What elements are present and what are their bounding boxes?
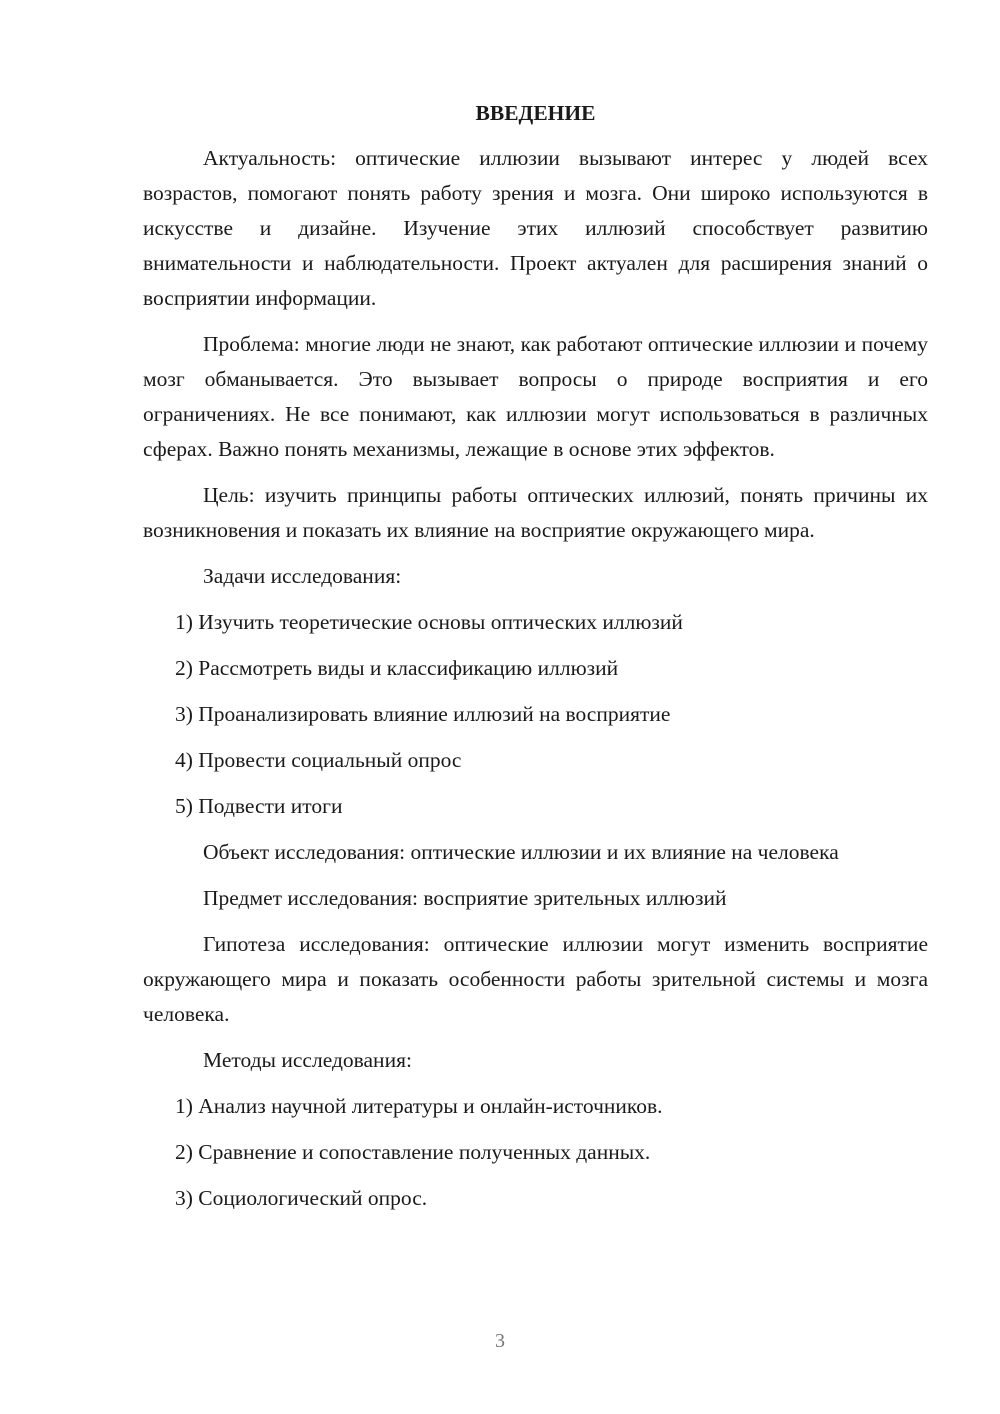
methods-heading: Методы исследования:: [203, 1048, 412, 1072]
task-item: 3) Проанализировать влияние иллюзий на восприятие: [175, 702, 671, 726]
hypothesis-paragraph: Гипотеза исследования: оптические иллюзии могут изменить восприятие окружающего мира и показать особенности работы зрительной системы и мозга человека.: [143, 932, 928, 1026]
page-number: 3: [495, 1330, 505, 1352]
text-column: [143, 96, 928, 1227]
task-item: 4) Провести социальный опрос: [175, 748, 462, 772]
task-item: 1) Изучить теоретические основы оптических иллюзий: [175, 610, 683, 634]
object-paragraph: Объект исследования: оптические иллюзии и их влияние на человека: [203, 840, 839, 864]
task-item: 5) Подвести итоги: [175, 794, 343, 818]
goal-paragraph: Цель: изучить принципы работы оптических иллюзий, понять причины их возникновения и показать их влияние на восприятие окружающего мира.: [143, 483, 928, 542]
method-item: 3) Социологический опрос.: [175, 1186, 428, 1210]
tasks-heading: Задачи исследования:: [203, 564, 402, 588]
method-item: 1) Анализ научной литературы и онлайн-источников.: [175, 1094, 663, 1118]
problem-paragraph: Проблема: многие люди не знают, как работают оптические иллюзии и почему мозг обманывается. Это вызывает вопросы о природе восприятия и его ограничениях. Не все понимают, как иллюзии могут использоваться в различных сферах. Важно понять механизмы, лежащие в основе этих эффектов.: [143, 332, 928, 461]
method-item: 2) Сравнение и сопоставление полученных данных.: [175, 1140, 651, 1164]
task-item: 2) Рассмотреть виды и классификацию иллюзий: [175, 656, 619, 680]
relevance-paragraph: Актуальность: оптические иллюзии вызывают интерес у людей всех возрастов, помогают понять работу зрения и мозга. Они широко используются в искусстве и дизайне. Изучение этих иллюзий способствует развитию внимательности и наблюдательности. Проект актуален для расширения знаний о восприятии информации.: [143, 146, 928, 310]
section-title: ВВЕДЕНИЕ: [475, 101, 596, 125]
subject-paragraph: Предмет исследования: восприятие зрительных иллюзий: [203, 886, 727, 910]
